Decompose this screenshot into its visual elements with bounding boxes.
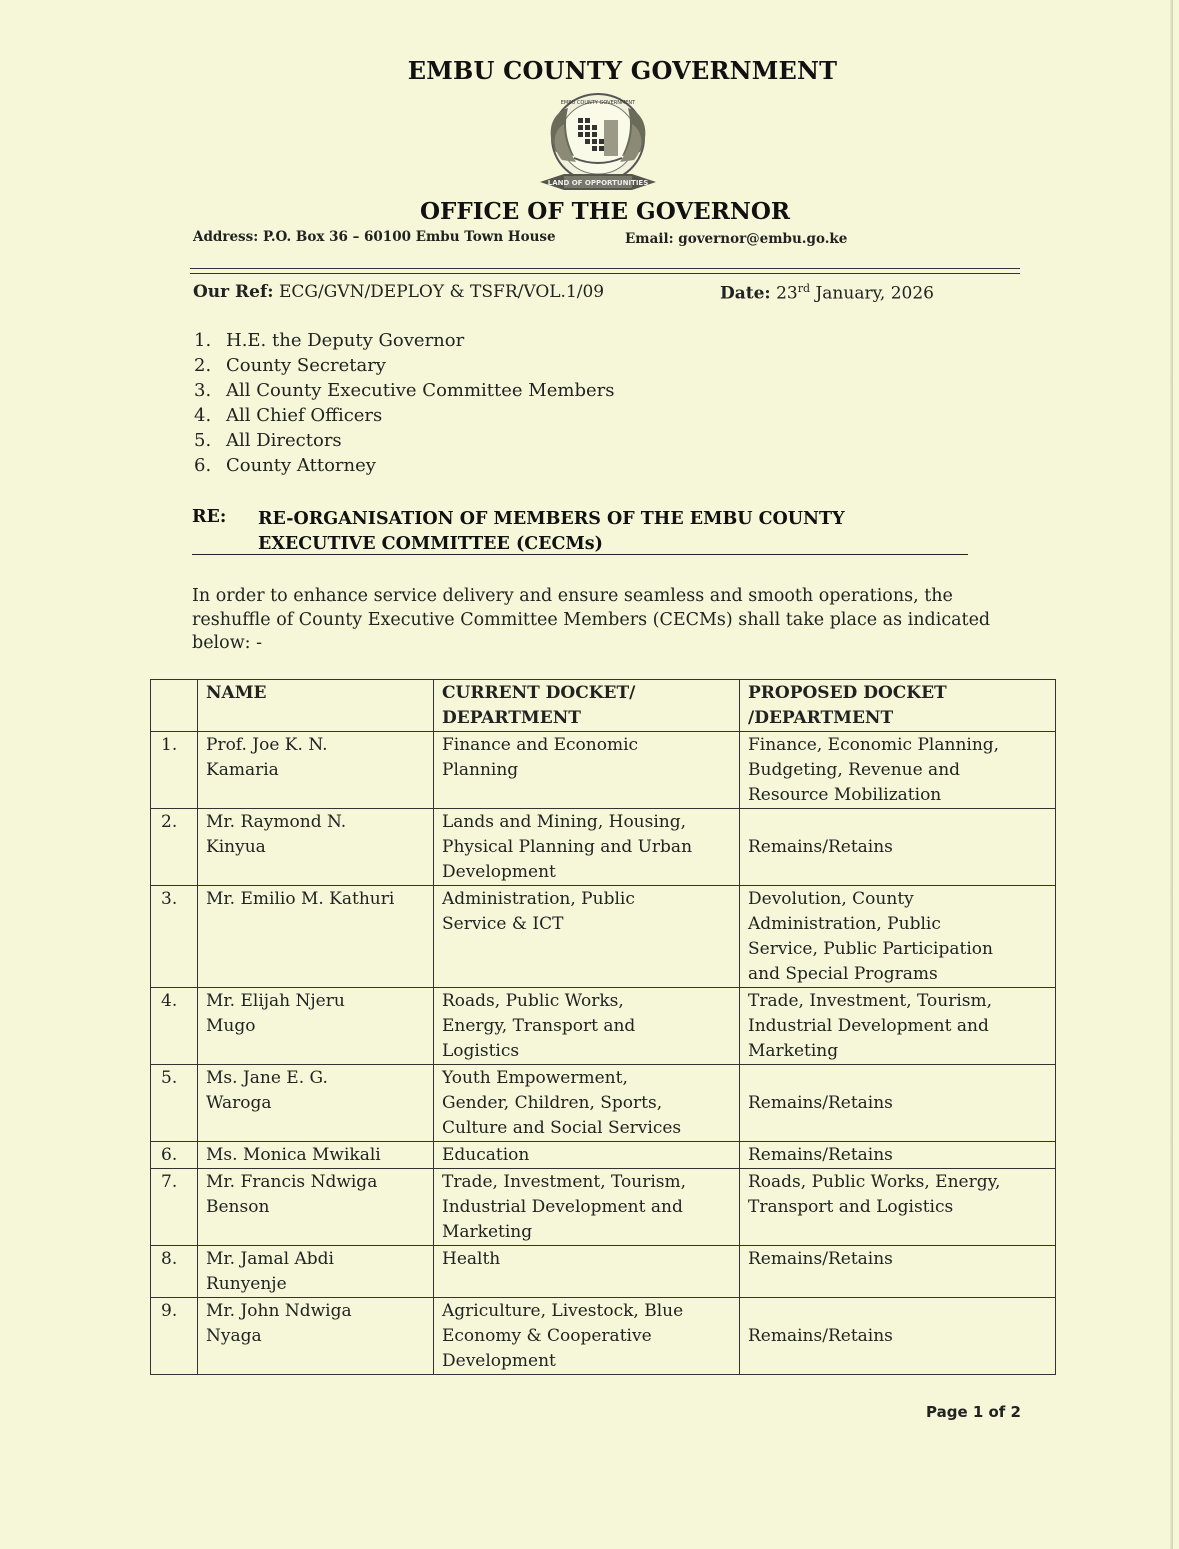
recipient-item: 5. All Directors: [194, 430, 342, 451]
table-row: 2. Mr. Raymond N. Kinyua Lands and Mining, Housing, Physical Planning and Urban Development Remains/Retains: [151, 809, 1056, 886]
table-row: 5. Ms. Jane E. G. Waroga Youth Empowerment, Gender, Children, Sports, Culture and Social Services Remains/Retains: [151, 1065, 1056, 1142]
proposed-docket: Trade, Investment, Tourism, Industrial Development and Marketing: [740, 988, 1056, 1065]
subject-label: RE:: [192, 507, 227, 527]
member-name: Mr. John Ndwiga Nyaga: [198, 1298, 434, 1375]
table-header-row: [151, 680, 1056, 732]
current-docket: Administration, Public Service & ICT: [434, 886, 740, 988]
proposed-docket: Finance, Economic Planning, Budgeting, Revenue and Resource Mobilization: [740, 732, 1056, 809]
table-row: 6. Ms. Monica Mwikali Education Remains/Retains: [151, 1142, 1056, 1169]
table-row: 8. Mr. Jamal Abdi Runyenje Health Remains/Retains: [151, 1246, 1056, 1298]
member-name: Ms. Jane E. G. Waroga: [198, 1065, 434, 1142]
member-name: Prof. Joe K. N. Kamaria: [198, 732, 434, 809]
table-row: 9. Mr. John Ndwiga Nyaga Agriculture, Livestock, Blue Economy & Cooperative Development Remains/Retains: [151, 1298, 1056, 1375]
proposed-docket: Remains/Retains: [740, 1142, 1056, 1169]
date-line: [720, 282, 934, 304]
header-number: [151, 680, 198, 732]
ref-value: ECG/GVN/DEPLOY & TSFR/VOL.1/09: [278, 282, 605, 302]
intro-paragraph: In order to enhance service delivery and ensure seamless and smooth operations, the reshuffle of County Executive Committee Members (CECMs) shall take place as indicated below: -: [192, 586, 991, 653]
subject-underline: [192, 554, 968, 555]
proposed-docket: Roads, Public Works, Energy, Transport and Logistics: [740, 1169, 1056, 1246]
current-docket: Education: [434, 1142, 740, 1169]
subject-heading: [258, 507, 845, 557]
member-name: Mr. Elijah Njeru Mugo: [198, 988, 434, 1065]
page-number: Page 1 of 2: [926, 1403, 1021, 1421]
subject-line-1: RE-ORGANISATION OF MEMBERS OF THE EMBU COUNTY: [258, 509, 845, 529]
member-name: Mr. Raymond N. Kinyua: [198, 809, 434, 886]
table-row: 1. Prof. Joe K. N. Kamaria Finance and Economic Planning Finance, Economic Planning, Budgeting, Revenue and Resource Mobilization: [151, 732, 1056, 809]
seal-top-text: EMBU COUNTY GOVERNMENT: [560, 100, 636, 106]
seal-motto: LAND OF OPPORTUNITIES: [547, 179, 649, 187]
recipient-item: 1. H.E. the Deputy Governor: [194, 330, 465, 351]
current-docket: Roads, Public Works, Energy, Transport and Logistics: [434, 988, 740, 1065]
current-docket: Trade, Investment, Tourism, Industrial Development and Marketing: [434, 1169, 740, 1246]
table-row: 4. Mr. Elijah Njeru Mugo Roads, Public Works, Energy, Transport and Logistics Trade, Investment, Tourism, Industrial Development and Marketing: [151, 988, 1056, 1065]
date-day: 23: [776, 283, 798, 304]
ref-label: Our Ref:: [193, 282, 274, 302]
current-docket: Health: [434, 1246, 740, 1298]
recipient-list: [194, 328, 614, 478]
proposed-docket: Remains/Retains: [740, 1246, 1056, 1298]
member-name: Mr. Francis Ndwiga Benson: [198, 1169, 434, 1246]
proposed-docket: Devolution, County Administration, Public Service, Public Participation and Special Programs: [740, 886, 1056, 988]
member-name: Ms. Monica Mwikali: [198, 1142, 434, 1169]
header-proposed: PROPOSED DOCKET /DEPARTMENT: [740, 680, 1056, 732]
address: Address: P.O. Box 36 – 60100 Embu Town House: [193, 229, 556, 245]
office-title: OFFICE OF THE GOVERNOR: [420, 198, 790, 225]
proposed-docket: Remains/Retains: [740, 1065, 1056, 1142]
page-edge: [1170, 0, 1173, 1549]
recipient-item: 2. County Secretary: [194, 355, 386, 376]
header-name: NAME: [198, 680, 434, 732]
current-docket: Agriculture, Livestock, Blue Economy & Cooperative Development: [434, 1298, 740, 1375]
header-current: CURRENT DOCKET/ DEPARTMENT: [434, 680, 740, 732]
current-docket: Finance and Economic Planning: [434, 732, 740, 809]
header-divider-bottom: [190, 273, 1020, 274]
date-rest: January, 2026: [815, 283, 934, 304]
current-docket: Lands and Mining, Housing, Physical Planning and Urban Development: [434, 809, 740, 886]
recipient-item: 4. All Chief Officers: [194, 405, 383, 426]
subject-line-2: EXECUTIVE COMMITTEE (CECMs): [258, 534, 603, 554]
table-row: 7. Mr. Francis Ndwiga Benson Trade, Investment, Tourism, Industrial Development and Marketing Roads, Public Works, Energy, Transport and Logistics: [151, 1169, 1056, 1246]
member-name: Mr. Jamal Abdi Runyenje: [198, 1246, 434, 1298]
recipient-item: 3. All County Executive Committee Members: [194, 380, 615, 401]
date-suffix: rd: [797, 282, 811, 295]
cecm-reshuffle-table: [150, 679, 1056, 1375]
email-address: Email: governor@embu.go.ke: [625, 231, 848, 247]
county-seal-logo: [534, 90, 662, 200]
proposed-docket: Remains/Retains: [740, 809, 1056, 886]
current-docket: Youth Empowerment, Gender, Children, Sports, Culture and Social Services: [434, 1065, 740, 1142]
recipient-item: 6. County Attorney: [194, 455, 376, 476]
header-divider-top: [190, 268, 1020, 269]
organisation-title: EMBU COUNTY GOVERNMENT: [407, 56, 838, 85]
table-row: 3. Mr. Emilio M. Kathuri Administration, Public Service & ICT Devolution, County Administration, Public Service, Public Participation and Special Programs: [151, 886, 1056, 988]
reference-line: [193, 282, 604, 302]
date-label: Date:: [720, 283, 771, 304]
proposed-docket: Remains/Retains: [740, 1298, 1056, 1375]
member-name: Mr. Emilio M. Kathuri: [198, 886, 434, 988]
